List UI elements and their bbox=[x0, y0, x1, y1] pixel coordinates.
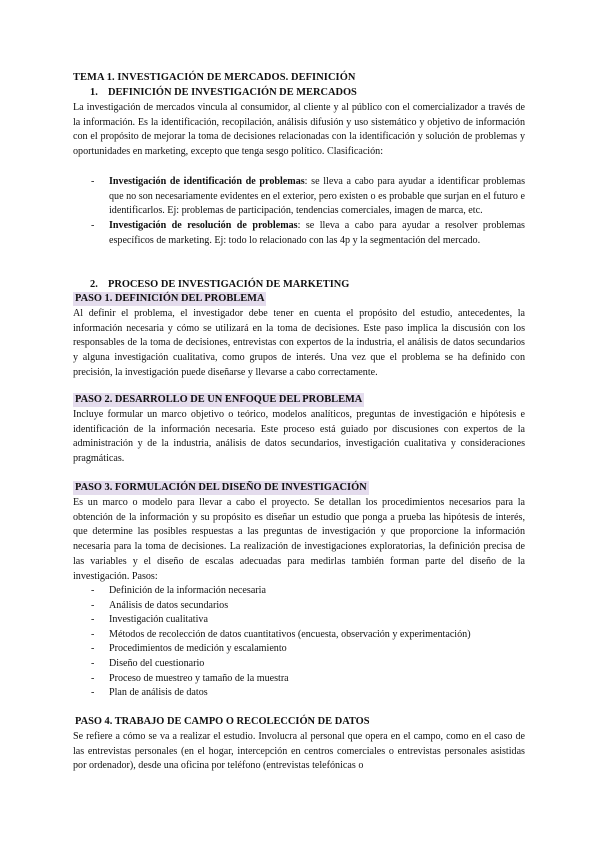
classification-text: : se lleva a cabo para ayudar a identificar problemas que no son necesariamente evidentes en el exterior, pero existen o es probable que surjan en el futuro e identificarlos. Ej: problemas de participación, tendencias comerciales, imagen de marca, etc. bbox=[109, 176, 525, 217]
paso-4-text: Se refiere a cómo se va a realizar el estudio. Involucra al personal que opera en el campo, como en el caso de las entrevistas personales (en el hogar, intercepción en centros comerciales o entrevistas personales asistidas por ordenador), desde una oficina por teléfono (entrevistas telefónicas o bbox=[73, 731, 525, 772]
tema-title: TEMA 1. INVESTIGACIÓN DE MERCADOS. DEFINICIÓN bbox=[73, 72, 356, 83]
design-step-item: - Métodos de recolección de datos cuantitativos (encuesta, observación y experimentación) bbox=[73, 628, 525, 643]
design-step-item: - Diseño del cuestionario bbox=[73, 657, 525, 672]
classification-text: : se lleva a cabo para ayudar a resolver problemas específicos de marketing. Ej: todo lo relacionado con las 4p y la segmentación del mercado. bbox=[109, 220, 525, 246]
paso-3-text: Es un marco o modelo para llevar a cabo el proyecto. Se detallan los procedimientos necesarios para la obtención de la información y su propósito es diseñar un estudio que ponga a prueba las hipótesis de interés, que determine las posibles respuestas a las preguntas de investigación y que proporcione la información necesaria para la toma de decisiones. La realización de investigaciones exploratorias, la definición precisa de las variables y el diseño de escalas adecuadas para medirlas también forman parte del diseño de la investigación. Pasos: bbox=[73, 497, 525, 582]
classification-term: Investigación de identificación de problemas bbox=[109, 176, 305, 187]
design-step-item: - Definición de la información necesaria bbox=[73, 584, 525, 599]
section-2-title: PROCESO DE INVESTIGACIÓN DE MARKETING bbox=[108, 279, 350, 290]
section-1-number: 1. bbox=[90, 87, 98, 98]
design-step-item: - Proceso de muestreo y tamaño de la muestra bbox=[73, 672, 525, 687]
design-step-item: - Plan de análisis de datos bbox=[73, 686, 525, 701]
design-step-item: - Análisis de datos secundarios bbox=[73, 599, 525, 614]
section-2-heading bbox=[90, 278, 349, 293]
paso-1-title: PASO 1. DEFINICIÓN DEL PROBLEMA bbox=[75, 293, 265, 304]
paso-2-title: PASO 2. DESARROLLO DE UN ENFOQUE DEL PROBLEMA bbox=[75, 394, 363, 405]
section-1-title: DEFINICIÓN DE INVESTIGACIÓN DE MERCADOS bbox=[108, 87, 357, 98]
design-steps-list bbox=[73, 584, 525, 701]
paso-1-text: Al definir el problema, el investigador debe tener en cuenta el propósito del estudio, antecedentes, la información necesaria y cómo se utilizará en la toma de decisiones. Este paso implica la discusión con los responsables de la toma de decisiones, entrevistas con expertos de la industria, el análisis de datos secundarios y alguna investigación cualitativa, como grupos de interés. Una vez que el problema se ha definido con precisión, la investigación puede diseñarse y llevarse a cabo correctamente. bbox=[73, 308, 525, 378]
section-1-heading bbox=[90, 86, 357, 101]
paso-2-text: Incluye formular un marco objetivo o teórico, modelos analíticos, preguntas de investigación e hipótesis e identificación de la información necesaria. Este proceso está guiado por discusiones con expertos de la administración y de la industria, análisis de datos secundarios, investigación cualitativa y consideraciones pragmáticas. bbox=[73, 409, 525, 465]
design-step-item: - Procedimientos de medición y escalamiento bbox=[73, 642, 525, 657]
section-2-number: 2. bbox=[90, 279, 98, 290]
intro-paragraph: La investigación de mercados vincula al consumidor, al cliente y al público con el comercializador a través de la información. Es la identificación, recopilación, análisis difusión y uso sistemático y objetivo de información con el propósito de mejorar la toma de decisiones relacionadas con la identificación y solución de problemas y oportunidades en marketing, excepto que tenga sesgo político. Clasificación: bbox=[73, 102, 525, 158]
paso-4-title: PASO 4. TRABAJO DE CAMPO O RECOLECCIÓN DE DATOS bbox=[75, 716, 370, 727]
design-step-item: - Investigación cualitativa bbox=[73, 613, 525, 628]
classification-item bbox=[73, 219, 525, 248]
classification-term: Investigación de resolución de problemas bbox=[109, 220, 298, 232]
classification-list bbox=[73, 175, 525, 249]
classification-item bbox=[73, 175, 525, 219]
paso-3-title: PASO 3. FORMULACIÓN DEL DISEÑO DE INVESTIGACIÓN bbox=[75, 482, 367, 493]
